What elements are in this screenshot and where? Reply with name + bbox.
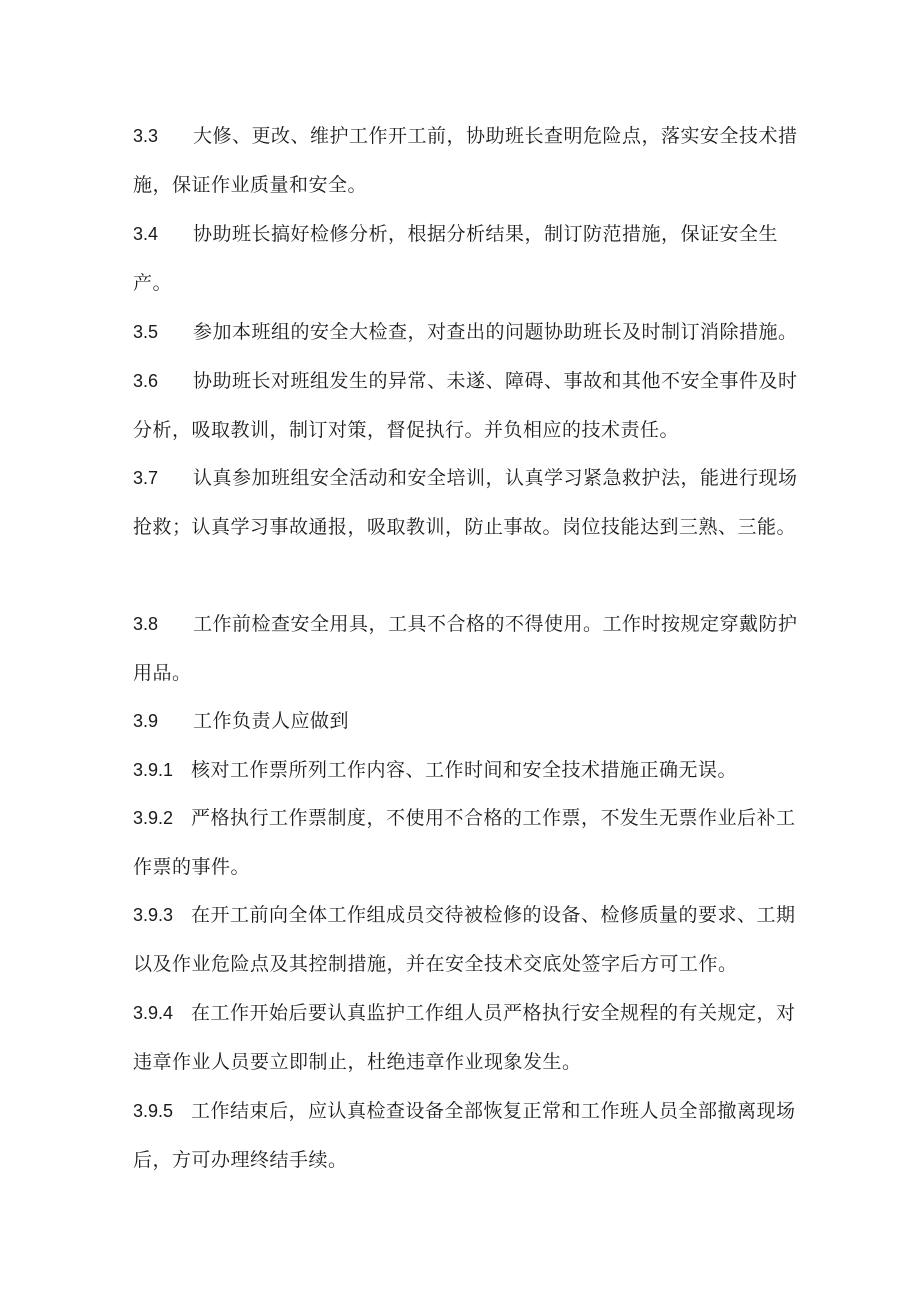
clause-number: 3.9.5 <box>133 1101 174 1121</box>
clause-3-5 <box>133 308 801 357</box>
clause-3-7 <box>133 454 801 552</box>
clause-text: 工作前检查安全用具，工具不合格的不得使用。工作时按规定穿戴防护用品。 <box>133 613 798 684</box>
clause-3-3 <box>133 112 801 210</box>
clause-text: 协助班长搞好检修分析，根据分析结果，制订防范措施，保证安全生产。 <box>133 223 779 294</box>
clause-text: 认真参加班组安全活动和安全培训，认真学习紧急救护法，能进行现场抢救；认真学习事故通报，吸取教训，防止事故。岗位技能达到三熟、三能。 <box>133 467 798 538</box>
clause-number: 3.6 <box>133 371 159 391</box>
clause-3-9-4 <box>133 989 801 1087</box>
clause-3-9 <box>133 697 801 746</box>
clause-text: 在工作开始后要认真监护工作组人员严格执行安全规程的有关规定，对违章作业人员要立即制止，杜绝违章作业现象发生。 <box>133 1002 796 1073</box>
clause-3-9-1 <box>133 746 801 795</box>
clause-3-9-5 <box>133 1087 801 1185</box>
clause-text: 工作结束后，应认真检查设备全部恢复正常和工作班人员全部撤离现场后，方可办理终结手续。 <box>133 1100 796 1171</box>
clause-3-9-2 <box>133 794 801 892</box>
clause-text: 严格执行工作票制度，不使用不合格的工作票，不发生无票作业后补工作票的事件。 <box>133 807 796 878</box>
clause-number: 3.3 <box>133 126 159 146</box>
clause-number: 3.5 <box>133 322 159 342</box>
clause-number: 3.7 <box>133 468 159 488</box>
clause-text: 协助班长对班组发生的异常、未遂、障碍、事故和其他不安全事件及时分析，吸取教训，制订对策，督促执行。并负相应的技术责任。 <box>133 370 798 441</box>
clause-text: 在开工前向全体工作组成员交待被检修的设备、检修质量的要求、工期以及作业危险点及其控制措施，并在安全技术交底处签字后方可工作。 <box>133 904 796 975</box>
clause-number: 3.9.2 <box>133 808 174 828</box>
clause-number: 3.9.3 <box>133 905 174 925</box>
clause-number: 3.9.4 <box>133 1003 174 1023</box>
clause-number: 3.9 <box>133 711 159 731</box>
clause-text: 参加本班组的安全大检查，对查出的问题协助班长及时制订消除措施。 <box>193 321 798 343</box>
clause-text: 核对工作票所列工作内容、工作时间和安全技术措施正确无误。 <box>191 759 738 781</box>
clause-number: 3.4 <box>133 224 159 244</box>
clause-3-8 <box>133 600 801 698</box>
clause-3-6 <box>133 357 801 455</box>
clause-text: 工作负责人应做到 <box>193 710 350 732</box>
clause-3-4 <box>133 210 801 308</box>
clause-text: 大修、更改、维护工作开工前，协助班长查明危险点，落实安全技术措施，保证作业质量和安全。 <box>133 125 798 196</box>
clause-3-9-3 <box>133 891 801 989</box>
clause-number: 3.8 <box>133 614 159 634</box>
clause-number: 3.9.1 <box>133 760 174 780</box>
